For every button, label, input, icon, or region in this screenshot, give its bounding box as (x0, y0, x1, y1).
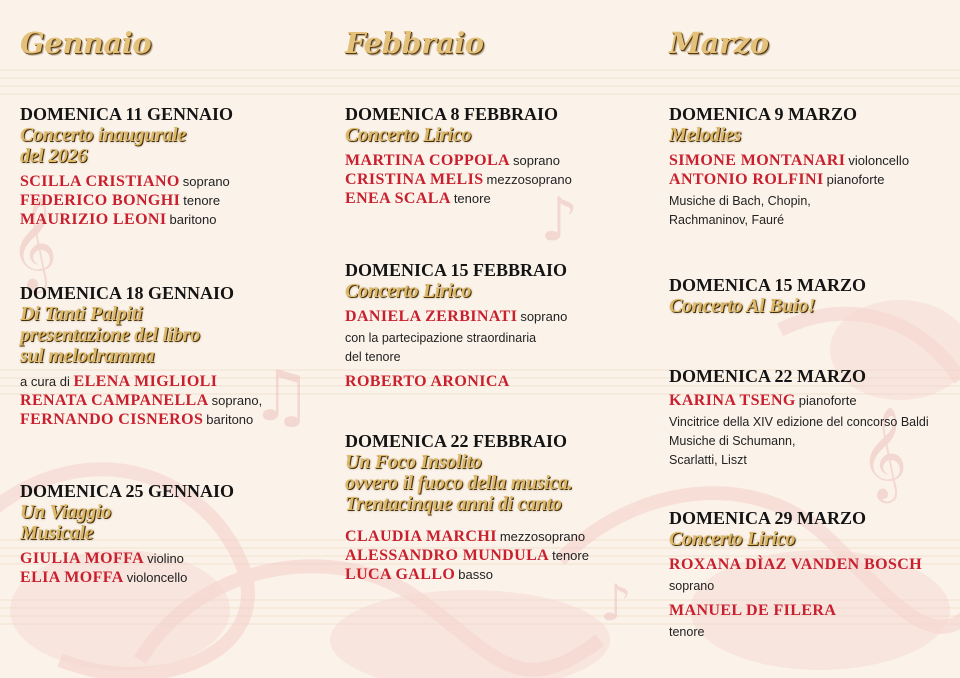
event-note: tenore (669, 625, 705, 639)
event-title-line: Concerto Lirico (345, 280, 472, 302)
event-date: DOMENICA 15 MARZO (669, 275, 866, 295)
performer-name: RENATA CAMPANELLA (20, 392, 209, 409)
event-title-line: Concerto Lirico (669, 528, 796, 550)
event-title-line: Un Foco Insolito (345, 451, 482, 473)
performer-name: MARTINA COPPOLA (345, 152, 510, 169)
event-date: DOMENICA 15 FEBBRAIO (345, 260, 568, 280)
event-block (669, 508, 957, 642)
performer-row (20, 212, 320, 228)
performer-role: violoncello (848, 153, 910, 168)
event-note: Scarlatti, Liszt (669, 453, 747, 467)
event-note: con la partecipazione straordinaria (345, 331, 537, 345)
event-title-line: presentazione del libro (20, 324, 200, 346)
performer-row (345, 153, 645, 169)
performer-role: tenore (183, 193, 221, 208)
performer-name: ALESSANDRO MUNDULA (345, 547, 550, 564)
performer-row (20, 551, 320, 567)
event-title (345, 125, 645, 146)
performer-role: tenore (552, 548, 589, 563)
event-block (669, 104, 957, 230)
event-title-line: Melodies (669, 124, 742, 146)
performer-name: FEDERICO BONGHI (20, 192, 181, 209)
svg-text:𝄞: 𝄞 (860, 406, 908, 499)
performer-row (20, 374, 320, 390)
event-block (669, 275, 957, 317)
event-date: DOMENICA 8 FEBBRAIO (345, 104, 559, 124)
performer-name: CLAUDIA MARCHI (345, 528, 497, 545)
performer-role: violoncello (126, 570, 188, 585)
svg-text:♫: ♫ (250, 355, 313, 437)
performer-name: ELIA MOFFA (20, 569, 124, 586)
event-block (345, 260, 645, 390)
performer-role: basso (458, 567, 493, 582)
performer-role: soprano (513, 153, 560, 168)
event-block (345, 431, 645, 583)
event-title-line: sul melodramma (20, 345, 155, 367)
performer-row (669, 557, 957, 573)
performer-name: LUCA GALLO (345, 566, 456, 583)
performer-row (345, 548, 645, 564)
performer-name: ROXANA DÌAZ VANDEN BOSCH (669, 556, 923, 573)
performer-row (669, 172, 957, 188)
performer-role: tenore (453, 191, 491, 206)
event-title-line: del 2026 (20, 145, 88, 167)
performer-name: ELENA MIGLIOLI (73, 373, 218, 390)
event-title-line: ovvero il fuoco della musica. (345, 472, 573, 494)
performer-role: baritono (169, 212, 217, 227)
performer-role: soprano (182, 174, 230, 189)
month-heading: Gennaio (20, 26, 152, 60)
event-title (20, 502, 320, 544)
event-note: Musiche di Bach, Chopin, (669, 194, 811, 208)
performer-row (20, 570, 320, 586)
event-title-line: Trentacinque anni di canto (345, 493, 562, 515)
performer-row (20, 174, 320, 190)
event-title (20, 304, 320, 367)
performer-row (345, 191, 645, 207)
event-title-line: Concerto inaugurale (20, 124, 186, 146)
event-title (669, 529, 957, 550)
performer-name: SIMONE MONTANARI (669, 152, 846, 169)
event-date: DOMENICA 11 GENNAIO (20, 104, 234, 124)
performer-name: MANUEL DE FILERA (669, 602, 837, 619)
event-note: soprano (669, 579, 715, 593)
performer-name: CRISTINA MELIS (345, 171, 484, 188)
event-title-line: Concerto Al Buio! (669, 295, 816, 317)
performer-row (20, 412, 320, 428)
performer-row (20, 393, 320, 409)
event-block (20, 481, 320, 586)
event-note: Rachmaninov, Fauré (669, 213, 785, 227)
event-title (669, 125, 957, 146)
performer-row (345, 172, 645, 188)
svg-text:♪: ♪ (540, 185, 579, 255)
performer-row (345, 309, 645, 325)
event-title-line: Concerto Lirico (345, 124, 472, 146)
event-date: DOMENICA 22 MARZO (669, 366, 866, 386)
performer-name: KARINA TSENG (669, 392, 796, 409)
event-title (345, 281, 645, 302)
performer-name: ANTONIO ROLFINI (669, 171, 824, 188)
performer-row (20, 193, 320, 209)
performer-name: MAURIZIO LEONI (20, 211, 167, 228)
svg-text:𝄞: 𝄞 (10, 196, 58, 289)
event-date: DOMENICA 29 MARZO (669, 508, 866, 528)
performer-row (669, 153, 957, 169)
performer-role: pianoforte (826, 172, 885, 187)
performer-name: FERNANDO CISNEROS (20, 411, 204, 428)
performer-row (669, 603, 957, 619)
event-note: Vincitrice della XIV edizione del concorso Baldi (669, 415, 929, 429)
event-title-line: Di Tanti Palpiti (20, 303, 143, 325)
performer-name: DANIELA ZERBINATI (345, 308, 518, 325)
svg-text:♪: ♪ (600, 574, 632, 632)
event-date: DOMENICA 22 FEBBRAIO (345, 431, 568, 451)
event-note: Musiche di Schumann, (669, 434, 796, 448)
month-heading: Marzo (669, 26, 769, 60)
event-date: DOMENICA 18 GENNAIO (20, 283, 235, 303)
performer-role: mezzosoprano (486, 172, 572, 187)
performer-name: GIULIA MOFFA (20, 550, 145, 567)
performer-prefix: a cura di (20, 374, 70, 389)
performer-role: soprano, (211, 393, 263, 408)
month-heading: Febbraio (345, 26, 484, 60)
event-title-line: Un Viaggio (20, 501, 111, 523)
event-block (345, 104, 645, 207)
performer-role: mezzosoprano (499, 529, 586, 544)
performer-role: violino (147, 551, 184, 566)
performer-row (345, 374, 645, 390)
performer-role: baritono (206, 412, 254, 427)
event-date: DOMENICA 25 GENNAIO (20, 481, 235, 501)
event-block (20, 104, 320, 228)
event-date: DOMENICA 9 MARZO (669, 104, 857, 124)
event-title (345, 452, 645, 515)
performer-name: ROBERTO ARONICA (345, 373, 510, 390)
performer-row (345, 567, 645, 583)
event-note: del tenore (345, 350, 401, 364)
performer-row (669, 393, 957, 409)
event-block (669, 366, 957, 470)
performer-name: SCILLA CRISTIANO (20, 173, 180, 190)
event-title (669, 296, 957, 317)
event-block (20, 283, 320, 428)
performer-row (345, 529, 645, 545)
event-title (20, 125, 320, 167)
performer-role: pianoforte (798, 393, 857, 408)
performer-role: soprano (520, 309, 568, 324)
performer-name: ENEA SCALA (345, 190, 451, 207)
event-title-line: Musicale (20, 522, 94, 544)
